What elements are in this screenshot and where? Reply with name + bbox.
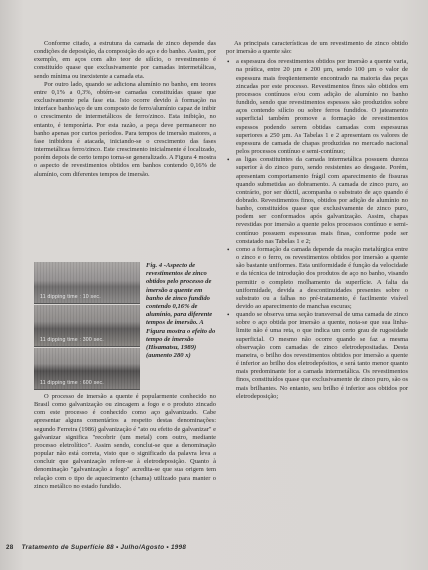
micrograph-panel — [34, 262, 140, 304]
micrograph-panel — [34, 348, 140, 390]
micrograph-label: 11 dipping time : 300 sec. — [40, 337, 104, 343]
figure-4 — [34, 262, 216, 390]
paragraph: O processo de imersão a quente é popularmente conhecido no Brasil como galvanização ou zincagem a fogo e o produto zincado com este processo é conhecido como aço galvanizado. Cabe apresentar alguns comentários a respeito destas denominações: segundo Ferreira (1986) galvanização é "ato ou efeito de galvanizar" e galvanizar significa "recobrir (um metal) com outro, mediante processo eletrolítico". Assim sendo, conclui-se que a denominação popular não está correta, visto que o significado da palavra leva a concluir que galvanização refere-se à eletrodeposição. Quanto à denominação "galvanização a fogo" acredita-se que sua origem tem relação com o tipo de aquecimento (chama) utilizado para manter o zinco metálico no estado fundido. — [34, 393, 216, 490]
list-item: • como a formação da camada depende da reação metalúrgica entre o zinco e o ferro, os revestimentos obtidos por imersão a quente são bastante uniformes. Esta uniformidade é função da velocidade e da técnica de introdução dos produtos de aço no banho, visando permitir o completo molhamento da superfície. A falta da uniformidade, devida a descontinuidades presentes sobre o substrato ou a falhas no pré-tratamento, é facilmente visível devido ao aparecimento de manchas escuras; — [226, 246, 408, 311]
paragraph: Por outro lado, quando se adiciona alumínio no banho, em teores entre 0,1% a 0,3%, obtém-se camadas constituídas quase que exclusivamente pela fase eta. Isto ocorre devido à formação na interface banho/aço de um composto de ferro/alumínio capaz de inibir o crescimento de intermetálicos de ferro/zinco. Esta inibição, no entanto, é temporária. Por esta razão, a peça deve permanecer no banho apenas por curtos períodos. Para tempos de imersão maiores, a fase inibidora é atacada, iniciando-se o crescimento das fases intermetálicas ferro/zinco. Este crescimento inicialmente é localizado, porém depois de certo tempo torna-se generalizado. A Figura 4 mostra o aspecto de revestimentos obtidos em banhos contendo 0,16% de alumínio, com diferentes tempos de imersão. — [34, 80, 216, 178]
journal-issue: Tratamento de Superfície 88 • Julho/Agosto • 1998 — [21, 544, 187, 551]
right-column — [226, 40, 408, 401]
paragraph: Conforme citado, a estrutura da camada de zinco depende das condições de deposição, da composição do aço e do banho. Assim, por exemplo, em aços com alto teor de silício, o revestimento é constituído quase que exclusivamente por camadas intermetálicas, sendo mínima ou inexistente a camada eta. — [34, 40, 216, 80]
left-column-lower — [34, 393, 216, 491]
list-item: • as ligas constituintes da camada intermetálica possuem dureza superior à do zinco puro, sendo resistentes ao desgaste. Porém, apresentam comportamento frágil com aparecimento de fissuras quando submetidas ao dobramento. A camada de zinco puro, ao contrário, por ser dúctil, acompanha o substrato de aço quando é dobrado. Revestimentos finos, obtidos por adição de alumínio no banho, constituídos quase que exclusivamente de zinco puro, podem ser conformados após galvanização. Assim, chapas revestidas por imersão a quente pelos processos contínuo e semi-contínuo possuem espessuras mais finas, conforme pode ser constatado nas Tabelas 1 e 2; — [226, 156, 408, 246]
figure-caption: Fig. 4 -Aspecto de revestimentos de zinco obtidos pelo processo de imersão a quente em banho de zinco fundido contendo 0,16% de alumínio, para diferente tempos de imersão. A Figura mostra o efeito do tempo de imersão (Hisamatsu, 1989) (aumento 280 x) — [146, 262, 216, 360]
paragraph-intro: As principais características de um revestimento de zinco obtido por imersão a quente são: — [226, 40, 408, 56]
list-item: • a espessura dos revestimentos obtidos por imersão a quente varia, na prática, entre 20 µm e 200 µm, sendo 100 µm o valor de espessura mais freqüentemente encontrado na maioria das peças zincadas por este processo. Revestimentos finos são obtidos em processos contínuos e/ou com adição de alumínio no banho fundido, sendo que revestimentos espessos são produzidos sobre aços contendo silício ou sobre ferros fundidos. O jateamento superficial também promove a formação de revestimentos espessos podendo serem obtidas camadas com espessuras superiores a 250 µm. As Tabelas 1 e 2 apresentam os valores de espessura de camada de chapas produzidas no mercado nacional pelos processos contínuo e semi-contínuo; — [226, 58, 408, 156]
characteristics-list — [226, 58, 408, 401]
page-number: 28 — [6, 544, 14, 551]
list-item: • quando se observa uma seção transversal de uma camada de zinco sobre o aço obtida por imersão a quente, nota-se que sua linha-limite não é uma reta, o que indica um certo grau de rugosidade superficial. O mesmo não ocorre quando se faz a mesma observação com camadas de zinco eletrodepositadas. Desta maneira, o brilho dos revestimentos obtidos por imersão a quente é inferior ao brilho dos eletrodepósitos, e será tanto menor quanto mais predominante for a camada intermetálica. Os revestimentos finos, constituídos quase que exclusivamente de zinco puro, são os mais brilhantes. No entanto, seu brilho é inferior aos obtidos por eletrodeposição; — [226, 311, 408, 401]
page-footer — [6, 544, 186, 551]
left-column — [34, 40, 216, 179]
micrograph-label: 11 dipping time : 10 sec. — [40, 294, 101, 300]
micrograph-panel — [34, 305, 140, 347]
micrograph-label: 11 dipping time : 600 sec. — [40, 380, 104, 386]
